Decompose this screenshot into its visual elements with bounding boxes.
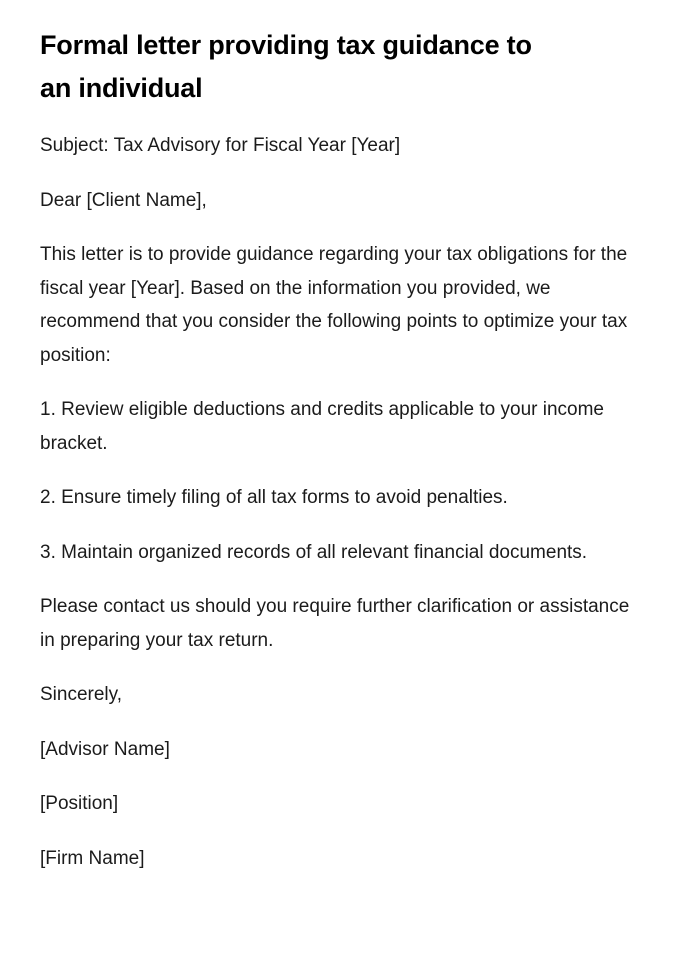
list-item: 2. Ensure timely filing of all tax forms to avoid penalties. xyxy=(40,487,508,508)
signature-firm-name: [Firm Name] xyxy=(40,847,145,869)
page-title: Formal letter providing tax guidance to an individual xyxy=(40,30,532,103)
intro-paragraph: This letter is to provide guidance regarding your tax obligations for the fiscal year [Year]. Based on the information you provided, we recommend that you consider the following points to optimize your tax position: xyxy=(40,244,628,366)
signature-advisor-name: [Advisor Name] xyxy=(40,738,170,760)
signature-position: [Position] xyxy=(40,793,119,814)
list-item: 1. Review eligible deductions and credits applicable to your income bracket. xyxy=(40,399,604,454)
closing-paragraph: Please contact us should you require further clarification or assistance in preparing your tax return. xyxy=(40,596,630,651)
salutation: Dear [Client Name], xyxy=(40,189,207,211)
subject-line: Subject: Tax Advisory for Fiscal Year [Year] xyxy=(40,135,401,156)
list-item: 3. Maintain organized records of all relevant financial documents. xyxy=(40,541,588,563)
signoff: Sincerely, xyxy=(40,684,123,705)
